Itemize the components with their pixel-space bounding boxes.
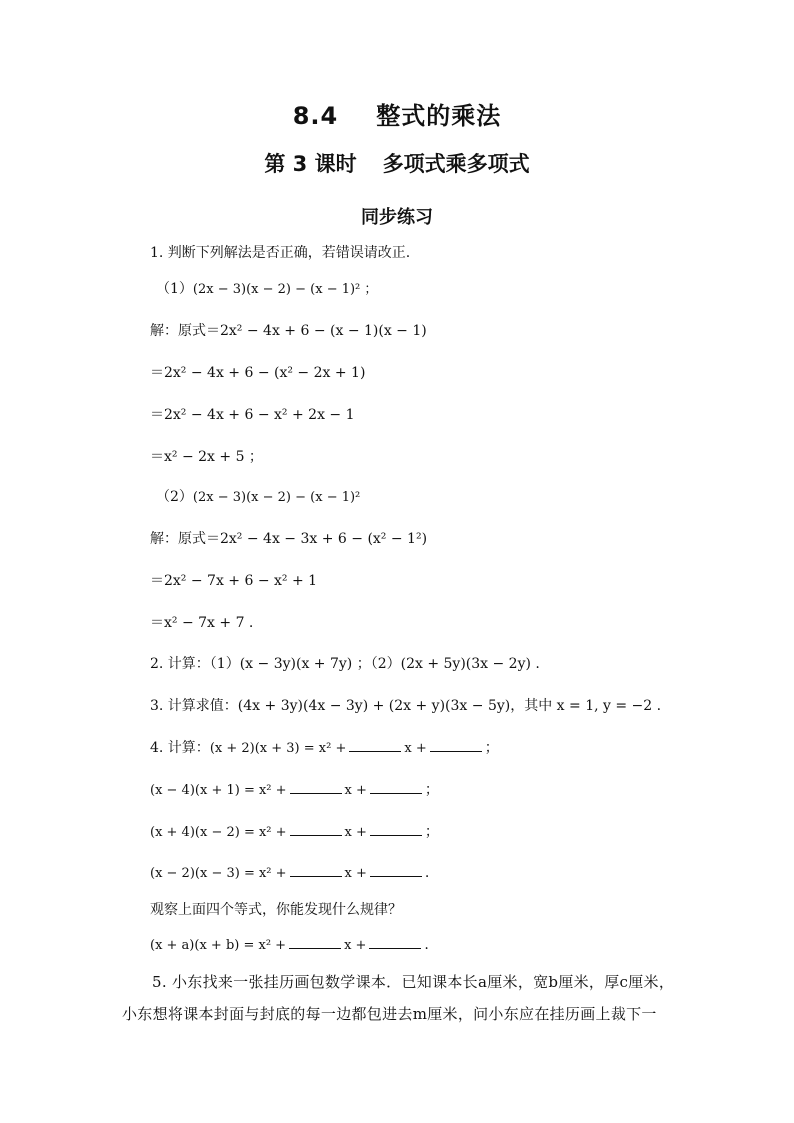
q4-row-3-mid: x + <box>344 825 367 840</box>
blank-field[interactable] <box>430 739 482 752</box>
q1-part2-label: （2） <box>156 489 193 505</box>
q4-row-3-end: ； <box>424 824 439 840</box>
q1-part1-step-3: ＝2x² − 4x + 6 − x² + 2x − 1 <box>150 407 355 423</box>
q4-row-1-lhs: (x + 2)(x + 3) = x² + <box>209 741 347 756</box>
q1-part2-expr: (2x − 3)(x − 2) − (x − 1)² <box>192 490 361 505</box>
blank-field[interactable] <box>370 823 422 836</box>
q1-part1-step-4: ＝x² − 2x + 5 ； <box>150 449 263 465</box>
blank-field[interactable] <box>289 936 341 949</box>
blank-field[interactable] <box>370 864 422 877</box>
q1-part2-step-2: ＝2x² − 7x + 6 − x² + 1 <box>150 573 318 589</box>
q2-text: 2. 计算：（1）(x − 3y)(x + 7y) ；（2）(2x + 5y)(3x − 2y) . <box>150 656 540 672</box>
exercise-title: 同步练习 <box>361 207 433 228</box>
q4-row-4-mid: x + <box>344 866 367 881</box>
q4-row-3 <box>150 823 439 842</box>
blank-field[interactable] <box>349 739 401 752</box>
q5-text: 5. 小东找来一张挂历画包数学课本．已知课本长a厘米，宽b厘米，厚c厘米，小东想将课本封面与封底的每一边都包进去m厘米，问小东应在挂历画上裁下一 <box>122 973 675 1023</box>
blank-field[interactable] <box>290 781 342 794</box>
section-number: 8.4 <box>292 102 339 130</box>
q1-part1-expr: (2x − 3)(x − 2) − (x − 1)² ； <box>192 282 378 297</box>
q1-part2-step-3: ＝x² − 7x + 7 . <box>150 615 254 631</box>
blank-field[interactable] <box>370 781 422 794</box>
lesson-label: 第 3 课时 <box>264 152 357 176</box>
section-heading <box>0 96 794 131</box>
q1-part1-label: （1） <box>156 281 193 297</box>
q4-row-4 <box>150 864 429 883</box>
q4-row-4-lhs: (x − 2)(x − 3) = x² + <box>150 866 287 881</box>
q1-part2-step-1: 解：原式＝2x² − 4x − 3x + 6 − (x² − 1²) <box>150 531 428 547</box>
q4-row-2-mid: x + <box>344 783 367 798</box>
lesson-topic: 多项式乘多项式 <box>382 152 530 176</box>
q1-part1-problem <box>156 280 377 299</box>
q3-text: 3. 计算求值：(4x + 3y)(4x − 3y) + (2x + y)(3x − 5y)，其中 x = 1, y = −2 . <box>150 698 662 714</box>
q1-part2-problem <box>156 488 360 507</box>
q4-row-1 <box>150 739 499 758</box>
q4-lead: 4. 计算： <box>150 740 210 756</box>
q4-general-lhs: (x + a)(x + b) = x² + <box>150 938 287 953</box>
q1-part1-step-1: 解：原式＝2x² − 4x + 6 − (x − 1)(x − 1) <box>150 323 427 339</box>
q1-part1-step-2: ＝2x² − 4x + 6 − (x² − 2x + 1) <box>150 365 366 381</box>
q4-observe: 观察上面四个等式，你能发现什么规律？ <box>150 902 402 918</box>
q4-row-1-mid: x + <box>404 741 427 756</box>
q4-row-3-lhs: (x + 4)(x − 2) = x² + <box>150 825 287 840</box>
q4-general-mid: x + <box>344 938 367 953</box>
q4-general <box>150 936 429 955</box>
blank-field[interactable] <box>290 823 342 836</box>
q1-stem: 1. 判断下列解法是否正确，若错误请改正. <box>150 245 411 261</box>
lesson-heading <box>0 148 794 178</box>
blank-field[interactable] <box>290 864 342 877</box>
section-title: 整式的乘法 <box>376 102 502 130</box>
q4-row-1-end: ； <box>484 740 499 756</box>
q4-row-2 <box>150 781 439 800</box>
q4-row-2-lhs: (x − 4)(x + 1) = x² + <box>150 783 287 798</box>
q4-general-end: . <box>424 937 429 953</box>
blank-field[interactable] <box>369 936 421 949</box>
q4-row-4-end: . <box>424 865 430 881</box>
q4-row-2-end: ； <box>424 782 439 798</box>
